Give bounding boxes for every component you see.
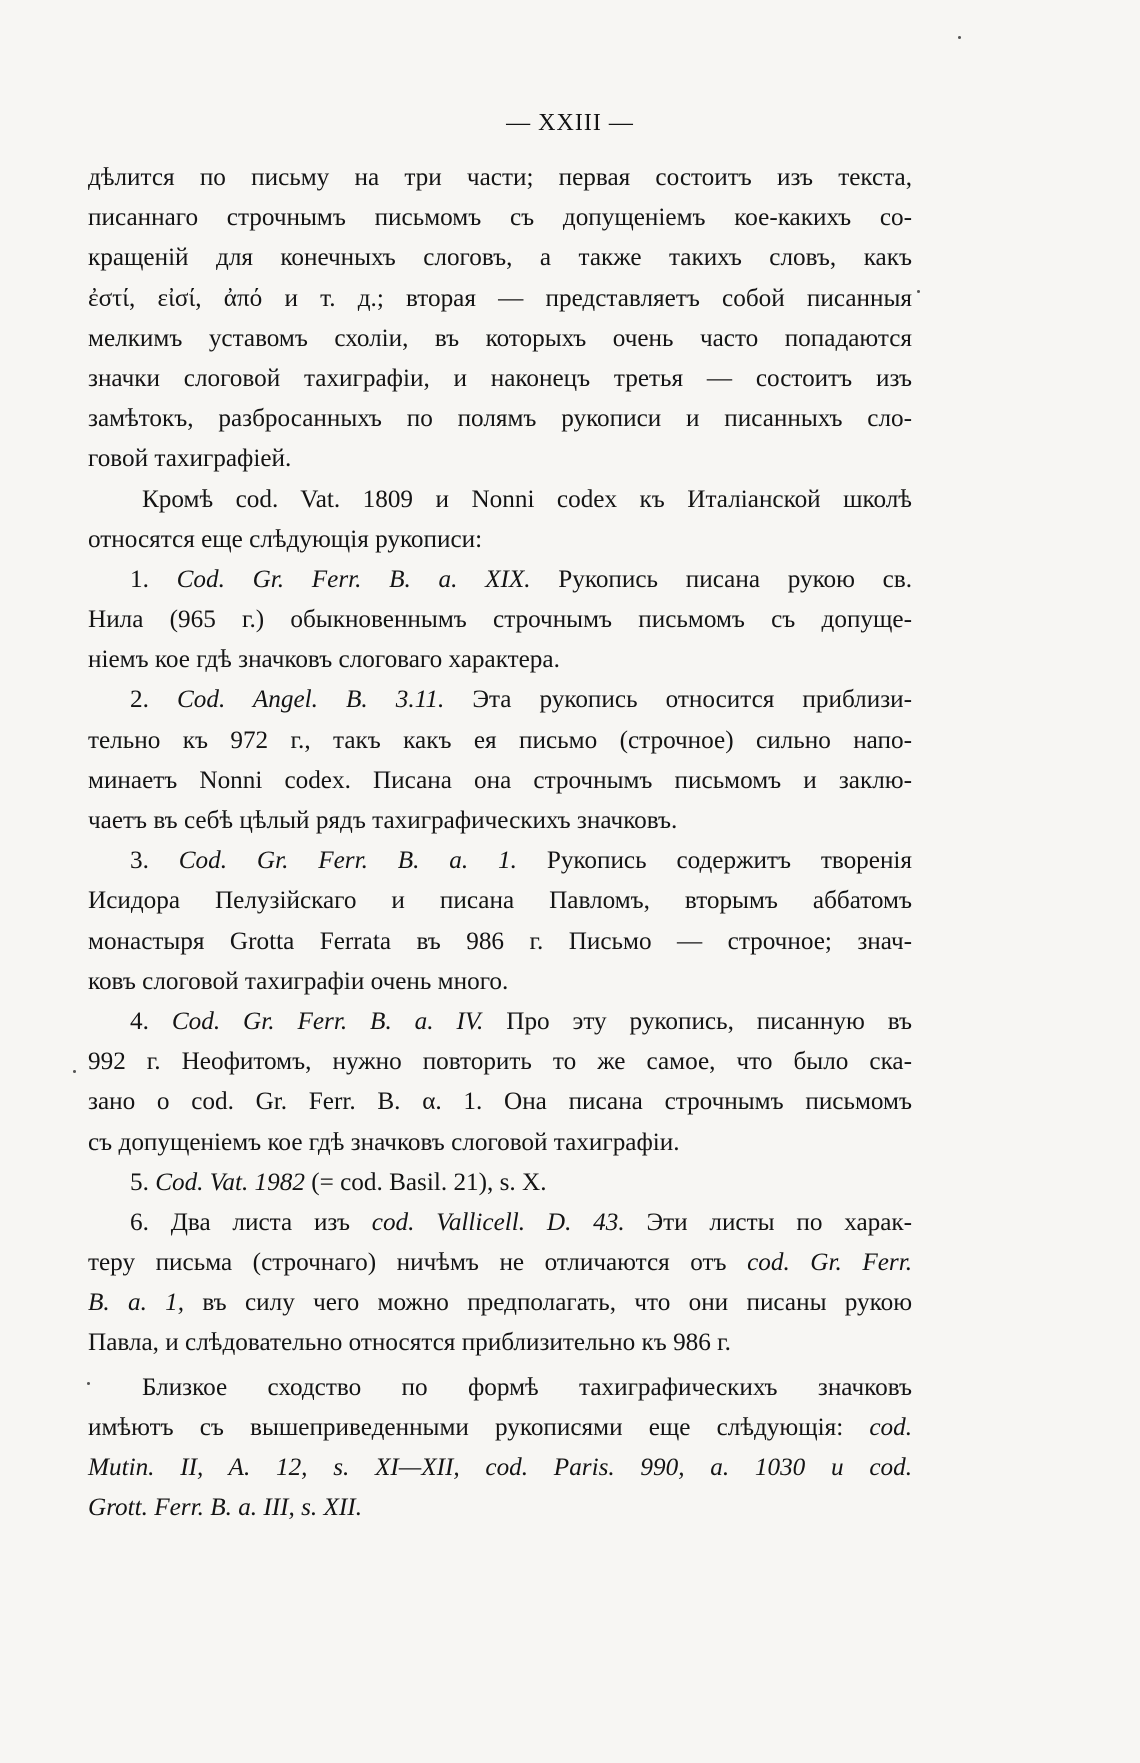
item-number: 6. [130, 1208, 149, 1236]
manuscript-item-2 [88, 680, 912, 841]
item-text: Рукопись писана рукою св. [558, 565, 913, 593]
manuscript-reference: Cod. Gr. Ferr. B. a. 1. [178, 847, 517, 875]
manuscript-reference: cod. Vallicell. D. 43. [371, 1208, 625, 1236]
text-line: ковъ слоговой тахиграфіи очень много. [88, 967, 509, 995]
paragraph-italian-school [88, 480, 912, 560]
item-number: 5. [130, 1168, 149, 1196]
item-text: теру письма (строчнаго) ничѣмъ не отличаются отъ [88, 1249, 727, 1277]
manuscript-reference: Cod. Angel. B. 3.11. [176, 686, 445, 714]
manuscript-reference: cod. Gr. Ferr. [747, 1249, 913, 1277]
item-text: въ силу чего можно предполагать, что они писаны рукою [202, 1289, 913, 1317]
scan-speck [917, 290, 920, 293]
text-line: минаетъ Nonni codex. Писана она строчнымъ письмомъ и заклю- [88, 766, 912, 794]
text-line: Близкое сходство по формѣ тахиграфическихъ значковъ [142, 1373, 912, 1401]
item-first-line [88, 1002, 912, 1042]
manuscript-reference: Cod. Gr. Ferr. B. a. IV. [171, 1007, 484, 1035]
text-line: писаннаго строчнымъ письмомъ съ допущеніемъ кое-какихъ со- [88, 204, 912, 232]
scan-speck [73, 1070, 76, 1073]
text-line: съ допущеніемъ кое гдѣ значковъ слоговой тахиграфіи. [88, 1128, 680, 1156]
manuscript-reference: B. a. 1, [88, 1289, 185, 1317]
item-text: Про эту рукопись, писанную въ [506, 1007, 913, 1035]
page-body [88, 158, 912, 1528]
text-line: монастыря Grotta Ferrata въ 986 г. Письмо — строчное; знач- [88, 927, 912, 955]
item-text: Эти листы по харак- [646, 1208, 913, 1236]
page-number-header: — XXIII — [506, 110, 634, 136]
item-first-line [88, 1203, 912, 1243]
item-number: 2. [130, 686, 149, 714]
text-line: мелкимъ уставомъ схоліи, въ которыхъ очень часто попадаются [88, 324, 912, 352]
closing-paragraph [88, 1368, 912, 1529]
manuscript-item-1 [88, 560, 912, 681]
text-line: относятся еще слѣдующія рукописи: [88, 525, 483, 553]
text-line: зано о cod. Gr. Ferr. B. α. 1. Она писана строчнымъ письмомъ [88, 1088, 912, 1116]
manuscript-reference: Cod. Gr. Ferr. B. a. XIX. [176, 565, 531, 593]
scan-speck [958, 36, 961, 39]
text-line: Павла, и слѣдовательно относятся приблизительно къ 986 г. [88, 1329, 731, 1357]
manuscript-item-5 [88, 1163, 912, 1203]
scan-speck [87, 1382, 90, 1385]
manuscript-reference-line: Grott. Ferr. B. a. III, s. XII. [88, 1494, 362, 1522]
text-line: Нила (965 г.) обыкновеннымъ строчнымъ письмомъ съ допуще- [88, 606, 912, 634]
text-line: 992 г. Неофитомъ, нужно повторить то же самое, что было ска- [88, 1048, 912, 1076]
item-text: (= cod. Basil. 21), s. X. [311, 1168, 547, 1196]
text-line: Кромѣ cod. Vat. 1809 и Nonni codex къ Италіанской школѣ [142, 485, 912, 513]
text-line: замѣтокъ, разбросанныхъ по полямъ рукописи и писанныхъ сло- [88, 405, 912, 433]
item-text: имѣютъ съ вышеприведенными рукописями еще слѣдующія: [88, 1413, 844, 1441]
text-line: тельно къ 972 г., такъ какъ ея письмо (строчное) сильно напо- [88, 726, 912, 754]
manuscript-item-3 [88, 841, 912, 1002]
text-line: Исидора Пелузійскаго и писана Павломъ, вторымъ аббатомъ [88, 887, 912, 915]
item-text: Эта рукопись относится приблизи- [472, 686, 913, 714]
item-text: Рукопись содержитъ творенія [546, 847, 913, 875]
text-line: ἐστί, εἰσί, ἀπό и т. д.; вторая — представляетъ собой писанныя [88, 284, 912, 312]
text-line [88, 1283, 912, 1323]
text-line: говой тахиграфіей. [88, 445, 292, 473]
item-number: 4. [130, 1007, 149, 1035]
manuscript-item-6 [88, 1203, 912, 1364]
item-number: 3. [130, 847, 149, 875]
item-first-line [88, 680, 912, 720]
item-first-line [88, 560, 912, 600]
manuscript-item-4 [88, 1002, 912, 1163]
manuscript-reference-line: Mutin. II, A. 12, s. XI—XII, cod. Paris. 990, a. 1030 и cod. [88, 1454, 912, 1481]
text-line: значки слоговой тахиграфіи, и наконецъ третья — состоитъ изъ [88, 364, 912, 392]
item-first-line [88, 1163, 912, 1203]
text-line [88, 1243, 912, 1283]
manuscript-reference: Cod. Vat. 1982 [155, 1168, 305, 1196]
text-line: чаетъ въ себѣ цѣлый рядъ тахиграфическихъ значковъ. [88, 807, 678, 834]
text-line [88, 1408, 912, 1448]
item-text: Два листа изъ [170, 1208, 350, 1236]
manuscript-reference: cod. [869, 1413, 912, 1441]
item-first-line [88, 841, 912, 881]
item-number: 1. [130, 565, 149, 593]
text-line: ніемъ кое гдѣ значковъ слоговаго характера. [88, 646, 560, 674]
text-line: дѣлится по письму на три части; первая состоитъ изъ текста, [88, 164, 912, 191]
paragraph-continuation [88, 158, 912, 480]
text-line: кращеній для конечныхъ слоговъ, а также такихъ словъ, какъ [88, 244, 912, 272]
